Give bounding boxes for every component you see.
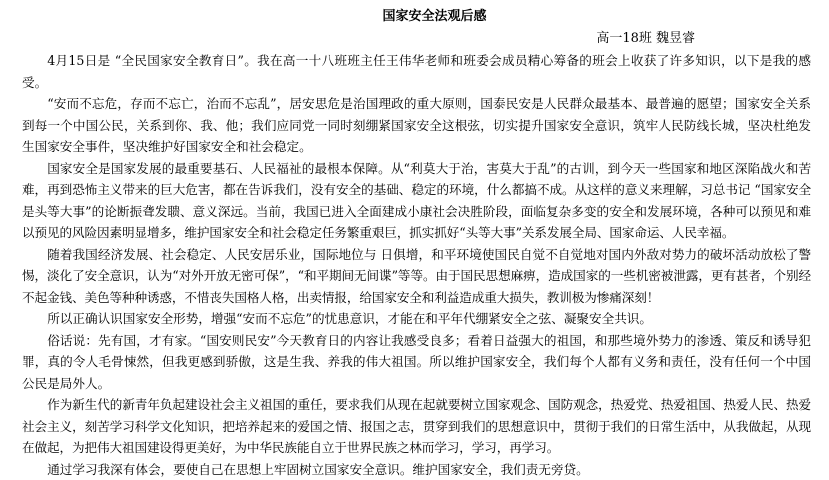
paragraph-7: 作为新生代的新青年负起建设社会主义祖国的重任，要求我们从现在起就要树立国家观念、国防观念，热爱党、热爱祖国、热爱人民、热爱社会主义，刻苦学习科学文化知识，把培养起来的爱国之情、报国之志，贯穿到我们的思想意识中，贯彻于我们的日常生活中，从我做起，从现在做起，为把伟大祖国建设得更美好，为中华民族能自立于世界民族之林而学习，学习，再学习。 <box>22 394 811 459</box>
paragraph-3: 国家安全是国家发展的最重要基石、人民福祉的最根本保障。从“利莫大于治，害莫大于乱”的古训，到今天一些国家和地区深陷战火和苦难，再到恐怖主义带来的巨大危害，都在告诉我们，没有安全的基础、稳定的环境，什么都搞不成。从这样的意义来理解，习总书记 “国家安全是头等大事”的论断振聋发聩、意义深远。当前，我国已进入全面建成小康社会决胜阶段，面临复杂多变的安全和发展环境，各种可以预见和难以预见的风险因素明显增多，维护国家安全和社会稳定任务繁重艰巨，抓实抓好“头等大事”关系发展全局、国家命运、人民幸福。 <box>22 158 811 244</box>
paragraph-5: 所以正确认识国家安全形势，增强“安而不忘危”的忧患意识，才能在和平年代绷紧安全之弦、凝聚安全共识。 <box>22 308 811 330</box>
paragraph-2: “安而不忘危，存而不忘亡，治而不忘乱”，居安思危是治国理政的重大原则，国泰民安是人民群众最基本、最普遍的愿望；国家安全关系到每一个中国公民，关系到你、我、他；我们应同党一同时刻绷紧国家安全这根弦，切实提升国家安全意识，筑牢人民防线长城，坚决杜绝发生国家安全事件，坚决维护好国家安全和社会稳定。 <box>22 93 811 158</box>
document-author: 高一18班 魏昱睿 <box>22 28 811 50</box>
paragraph-1: 4月15日是 “全民国家安全教育日”。我在高一十八班班主任王伟华老师和班委会成员精心筹备的班会上收获了许多知识，以下是我的感受。 <box>22 50 811 93</box>
paragraph-4: 随着我国经济发展、社会稳定、人民安居乐业，国际地位与 日俱增，和平环境使国民自觉不自觉地对国内外敌对势力的破坏活动放松了警惕，淡化了安全意识，认为“对外开放无密可保”，“和平期间无间谍”等等。由于国民思想麻痹，造成国家的一些机密被泄露，更有甚者，个别经不起金钱、美色等种种诱惑，不惜丧失国格人格，出卖情报，给国家安全和利益造成重大损失，教训极为惨痛深刻！ <box>22 244 811 309</box>
document-title: 国家安全法观后感 <box>22 6 811 28</box>
paragraph-8: 通过学习我深有体会，要使自己在思想上牢固树立国家安全意识。维护国家安全，我们责无旁贷。 <box>22 459 811 480</box>
paragraph-6: 俗话说：先有国，才有家。“国安则民安”今天教育日的内容让我感受良多；看着日益强大的祖国，和那些境外势力的渗透、策反和诱导犯罪，真的令人毛骨悚然，但我更感到骄傲，这是生我、养我的伟大祖国。所以维护国家安全，我们每个人都有义务和责任，没有任何一个中国公民是局外人。 <box>22 330 811 395</box>
